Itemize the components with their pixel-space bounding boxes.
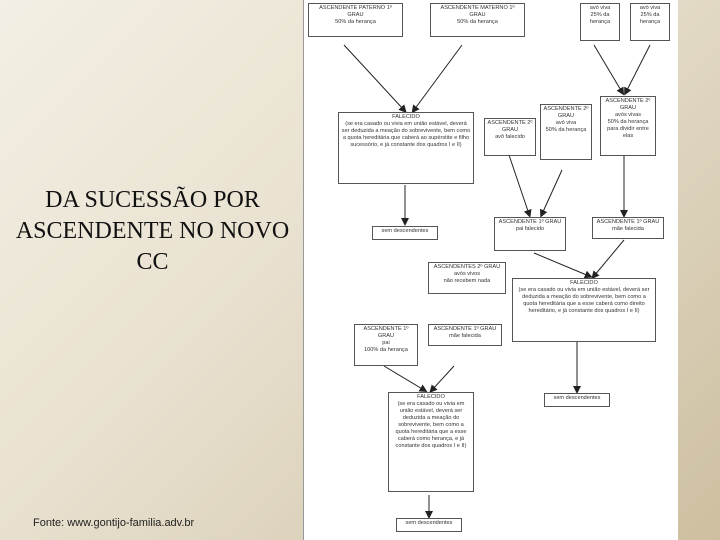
diagram-panel xyxy=(303,0,678,540)
asc1-mother-deceased-box: ASCENDENTE 1º GRAU mãe falecida xyxy=(592,217,664,239)
asc2-mid-box: ASCENDENTE 2º GRAU avó viva 50% da herança xyxy=(540,104,592,160)
asc2-left-box: ASCENDENTE 2º GRAU avô falecido xyxy=(484,118,536,156)
asc2-right-box: ASCENDENTE 2º GRAU avós vivas 50% da herança para dividir entre elas xyxy=(600,96,656,156)
asc1-single-box: ASCENDENTE 1º GRAU pai 100% da herança xyxy=(354,324,418,366)
asc1-deceased-box: ASCENDENTE 1º GRAU pai falecido xyxy=(494,217,566,251)
paternal-ascendant-box: ASCENDENTE PATERNO 1º GRAU 50% da herança xyxy=(308,3,403,37)
asc1-mother-deceased-box-2: ASCENDENTE 1º GRAU mãe falecida xyxy=(428,324,502,346)
no-descendants-box-3: sem descendentes xyxy=(396,518,462,532)
slide-title: DA SUCESSÃO POR ASCENDENTE NO NOVO CC xyxy=(15,187,290,275)
grandmother-left-box: avó viva 25% da herança xyxy=(580,3,620,41)
no-descendants-box-1: sem descendentes xyxy=(372,226,438,240)
source-caption: Fonte: www.gontijo-familia.adv.br xyxy=(33,517,195,529)
deceased-box-3: FALECIDO (se era casado ou vivia em união estável, deverá ser deduzida a meação do sobrevivente, bem como a quota hereditária que a esse caberá como herança, e já constante dos quadros I e II) xyxy=(388,392,474,492)
asc2-nothing-box: ASCENDENTES 2º GRAU avós vivos não recebem nada xyxy=(428,262,506,294)
deceased-box-2: FALECIDO (se era casado ou vivia em união estável, deverá ser deduzida a meação do sobrevivente, bem como a quota hereditária que a esse caberá como direito hereditário, e já constante dos quadros I e II) xyxy=(512,278,656,342)
grandmother-right-box: avó viva 25% da herança xyxy=(630,3,670,41)
maternal-ascendant-box: ASCENDENTE MATERNO 1º GRAU 50% da herança xyxy=(430,3,525,37)
deceased-box-1: FALECIDO (se era casado ou vivia em união estável, deverá ser deduzida a meação do sobrevivente, bem como a quota hereditária que caberá ao supérstite e filho sucessório, e já constante dos quadros I e II) xyxy=(338,112,474,184)
no-descendants-box-2: sem descendentes xyxy=(544,393,610,407)
